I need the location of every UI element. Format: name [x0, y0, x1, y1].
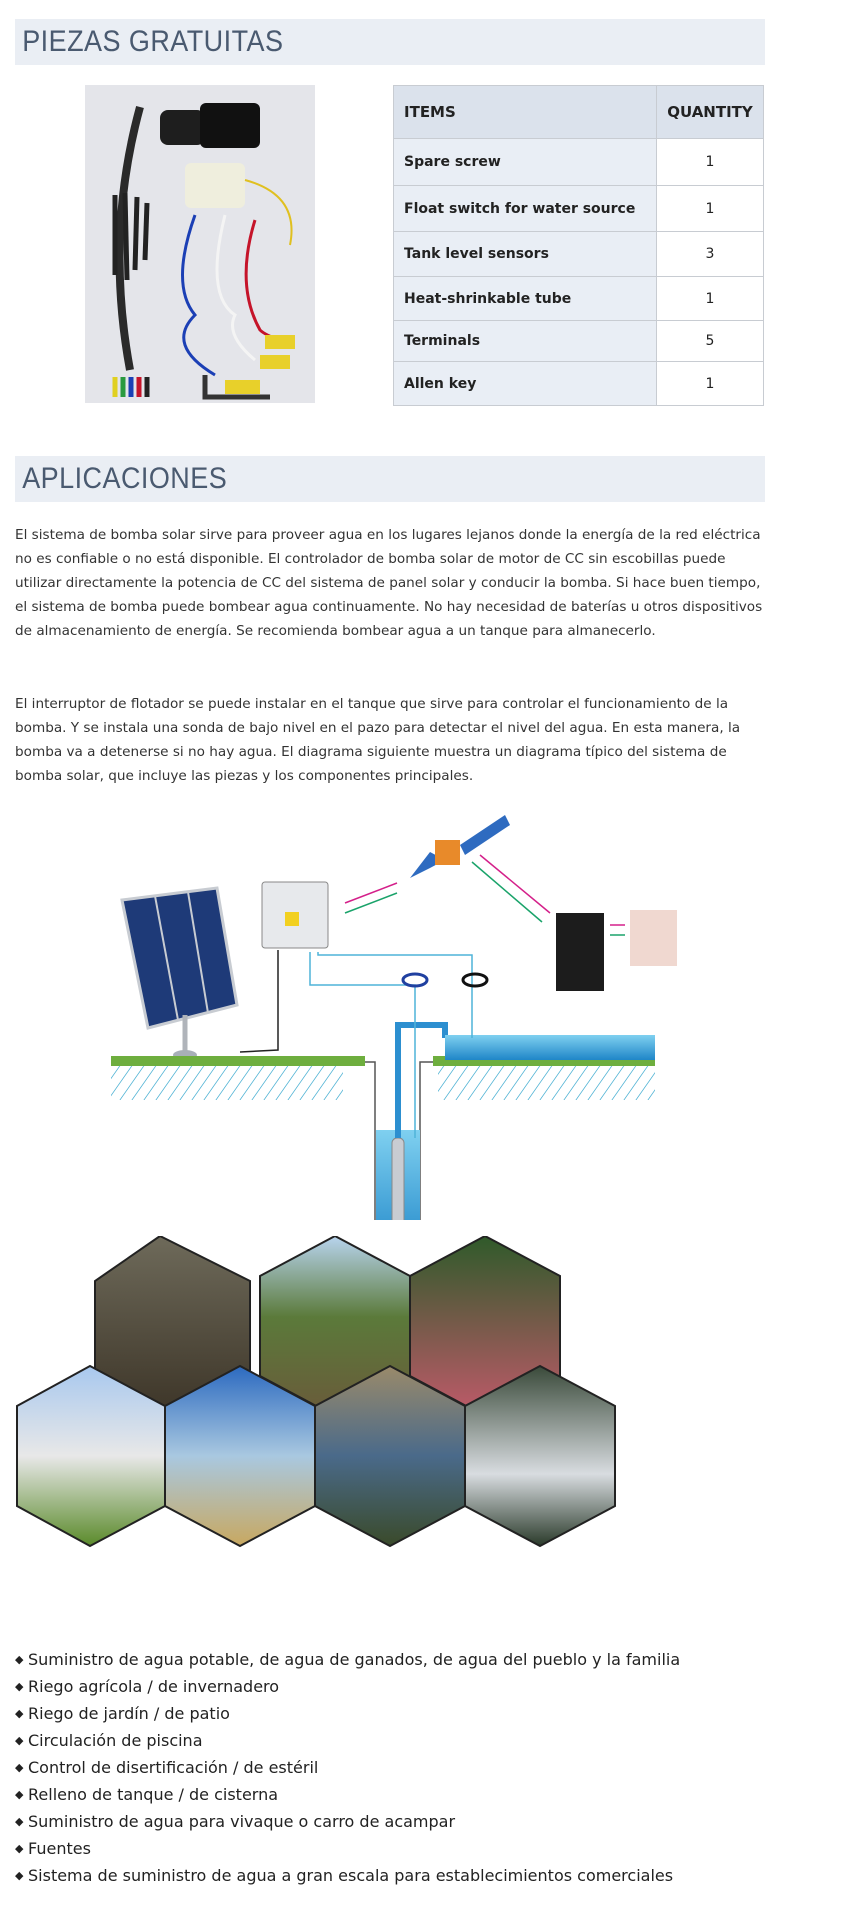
- pump-icon: [392, 1138, 404, 1220]
- smartphone-icon: [630, 910, 677, 966]
- tank-water: [445, 1035, 655, 1060]
- hex-photo-greenhouse: [315, 1366, 465, 1546]
- item-cell: Heat-shrinkable tube: [394, 277, 657, 321]
- server-icon: [556, 913, 604, 991]
- table-row: [394, 362, 764, 406]
- diamond-bullet-icon: ◆: [15, 1815, 24, 1828]
- item-cell: Float switch for water source: [394, 186, 657, 232]
- table-row: [394, 277, 764, 321]
- solar-pump-system-diagram: [100, 800, 690, 1220]
- list-item: ◆ Circulación de piscina: [15, 1727, 680, 1754]
- table-row: [394, 232, 764, 277]
- section-title: PIEZAS GRATUITAS: [22, 25, 284, 58]
- diamond-bullet-icon: ◆: [15, 1788, 24, 1801]
- quantity-cell: 1: [657, 277, 764, 321]
- column-header-items: ITEMS: [394, 86, 657, 139]
- applications-paragraph: El interruptor de flotador se puede instalar en el tanque que sirve para controlar el funcionamiento de la bomba. Y se instala una sonda de bajo nivel en el pazo para detectar el nivel del agua. En esta manera, la bomba va a detenerse si no hay agua. El diagrama siguiente muestra un diagrama típico del sistema de bomba solar, que incluye las piezas y los componentes principales.: [15, 696, 741, 784]
- hex-photo-fountain: [465, 1366, 615, 1546]
- diamond-bullet-icon: ◆: [15, 1842, 24, 1855]
- list-item: ◆ Sistema de suministro de agua a gran escala para establecimientos comerciales: [15, 1862, 680, 1889]
- pipe: [398, 1025, 445, 1138]
- list-item: ◆ Relleno de tanque / de cisterna: [15, 1781, 680, 1808]
- diamond-bullet-icon: ◆: [15, 1707, 24, 1720]
- section-title: APLICACIONES: [22, 462, 228, 495]
- table-row: [394, 139, 764, 186]
- list-item: ◆ Suministro de agua para vivaque o carro de acampar: [15, 1808, 680, 1835]
- column-header-quantity: QUANTITY: [657, 86, 764, 139]
- solar-panel-icon: [122, 888, 237, 1060]
- satellite-icon: [410, 815, 510, 878]
- diamond-bullet-icon: ◆: [15, 1869, 24, 1882]
- table-header-row: [394, 86, 764, 139]
- section-header-free-parts: [15, 19, 765, 65]
- free-parts-table: [393, 85, 764, 406]
- applications-list: [15, 1646, 680, 1889]
- quantity-cell: 1: [657, 139, 764, 186]
- diamond-bullet-icon: ◆: [15, 1680, 24, 1693]
- table-row: [394, 186, 764, 232]
- section-header-applications: [15, 456, 765, 502]
- sensor-icon: [403, 974, 487, 986]
- list-item: ◆ Control de disertificación / de estéril: [15, 1754, 680, 1781]
- list-item: ◆ Suministro de agua potable, de agua de ganados, de agua del pueblo y la familia: [15, 1646, 680, 1673]
- controller-icon: [262, 882, 328, 948]
- list-item: ◆ Riego agrícola / de invernadero: [15, 1673, 680, 1700]
- free-parts-photo: [85, 85, 315, 403]
- applications-hexagon-collage: [15, 1236, 760, 1601]
- diamond-bullet-icon: ◆: [15, 1761, 24, 1774]
- quantity-cell: 1: [657, 362, 764, 406]
- quantity-cell: 3: [657, 232, 764, 277]
- list-item: ◆ Fuentes: [15, 1835, 680, 1862]
- item-cell: Tank level sensors: [394, 232, 657, 277]
- quantity-cell: 1: [657, 186, 764, 232]
- applications-paragraph: El sistema de bomba solar sirve para proveer agua en los lugares lejanos donde la energía de la red eléctrica no es confiable o no está disponible. El controlador de bomba solar de motor de CC sin escobillas puede utilizar directamente la potencia de CC del sistema de panel solar y conducir la bomba. Si hace buen tiempo, el sistema de bomba puede bombear agua continuamente. No hay necesidad de baterías u otros dispositivos de almacenamiento de energía. Se recomienda bombear agua a un tanque para almanecerlo.: [15, 527, 763, 639]
- hex-photo-desert: [165, 1366, 315, 1546]
- quantity-cell: 5: [657, 321, 764, 362]
- item-cell: Allen key: [394, 362, 657, 406]
- list-item: ◆ Riego de jardín / de patio: [15, 1700, 680, 1727]
- item-cell: Spare screw: [394, 139, 657, 186]
- item-cell: Terminals: [394, 321, 657, 362]
- diamond-bullet-icon: ◆: [15, 1653, 24, 1666]
- table-row: [394, 321, 764, 362]
- diamond-bullet-icon: ◆: [15, 1734, 24, 1747]
